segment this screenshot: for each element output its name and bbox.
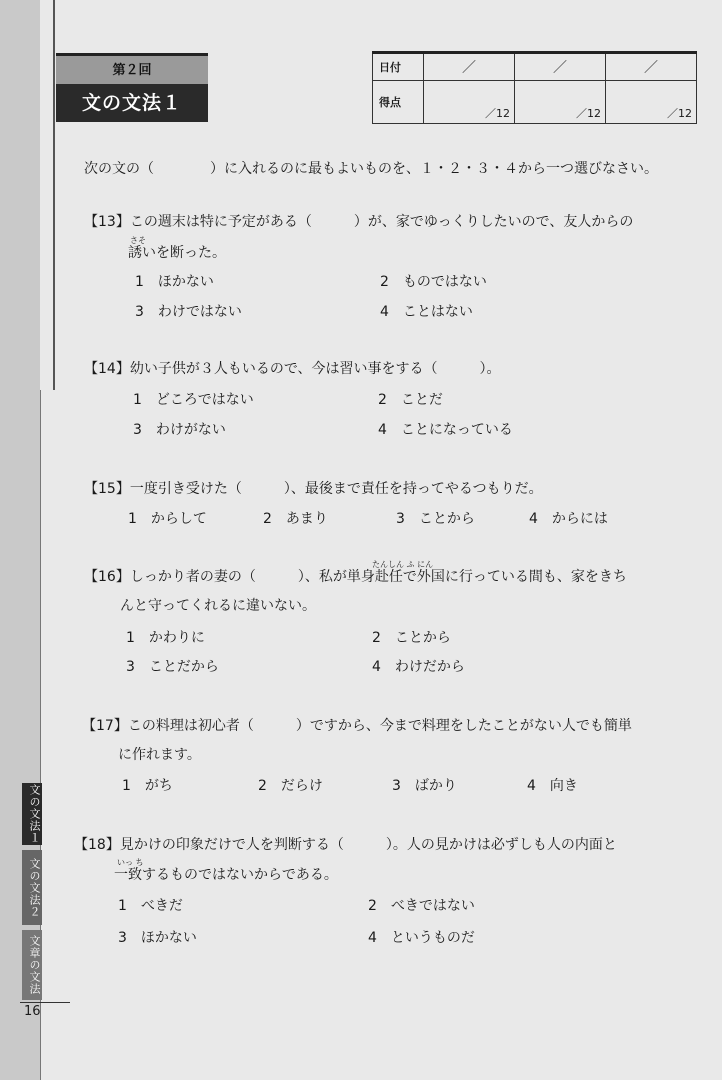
date-label: 日付 — [373, 53, 424, 81]
furigana: さそ — [130, 236, 146, 245]
question-text: 見かけの印象だけで人を判断する（ ）。人の見かけは必ずしも人の内面と — [119, 837, 617, 853]
side-tab[interactable]: 文章の文法 — [22, 930, 42, 1000]
question-18-line-1 — [74, 835, 617, 855]
date-cell: ／ — [606, 53, 697, 81]
question-17-line-1 — [82, 716, 632, 736]
page-number-rule — [20, 1002, 70, 1003]
option[interactable]: 3 ことから — [396, 511, 475, 527]
question-text: 幼い子供が３人もいるので、今は習い事をする（ ）。 — [129, 361, 501, 377]
score-cell: ／12 — [424, 81, 515, 124]
question-text: この週末は特に予定がある（ ）が、家でゆっくりしたいので、友人からの — [129, 214, 634, 230]
question-16-line-1 — [84, 567, 627, 587]
option[interactable]: 4 というものだ — [368, 930, 475, 946]
question-13-line-1 — [84, 212, 633, 232]
question-13-line-2: 誘いを断った。 — [128, 245, 226, 261]
question-text: しっかり者の妻の（ ）、私が単身赴任で外国に行っている間も、家をきち — [129, 569, 627, 585]
question-number: 【13】 — [84, 214, 130, 230]
option[interactable]: 1 べきだ — [118, 898, 183, 914]
question-number: 【16】 — [84, 569, 130, 585]
option[interactable]: 2 ことだ — [378, 392, 443, 408]
side-tab[interactable]: 文の文法２ — [22, 850, 42, 925]
option[interactable]: 2 ことから — [372, 630, 451, 646]
option[interactable]: 3 ばかり — [392, 778, 457, 794]
option[interactable]: 3 わけではない — [135, 304, 242, 320]
question-16-line-2: んと守ってくれるに違いない。 — [120, 598, 316, 614]
option[interactable]: 1 がち — [122, 778, 173, 794]
margin-rule — [53, 0, 55, 390]
score-label: 得点 — [373, 81, 424, 124]
furigana: いっ ち — [117, 858, 144, 867]
question-14-line-1 — [84, 359, 501, 379]
option[interactable]: 3 ほかない — [118, 930, 197, 946]
option[interactable]: 1 ほかない — [135, 274, 214, 290]
option[interactable]: 4 ことはない — [380, 304, 473, 320]
section-title: 文の文法１ — [56, 84, 208, 122]
instruction-text: 次の文の（ ）に入れるのに最もよいものを、１・２・３・４から一つ選びなさい。 — [84, 161, 658, 177]
question-number: 【18】 — [74, 837, 120, 853]
option[interactable]: 1 からして — [128, 511, 207, 527]
option[interactable]: 3 わけがない — [133, 422, 226, 438]
question-number: 【15】 — [84, 481, 130, 497]
date-cell: ／ — [424, 53, 515, 81]
question-17-line-2: に作れます。 — [118, 747, 201, 763]
page-number: 16 — [24, 1004, 41, 1019]
side-tab-active[interactable]: 文の文法１ — [22, 783, 42, 845]
option[interactable]: 3 ことだから — [126, 659, 219, 675]
question-number: 【17】 — [82, 718, 128, 734]
round-label: 第２回 — [56, 53, 208, 86]
option[interactable]: 2 べきではない — [368, 898, 475, 914]
score-cell: ／12 — [606, 81, 697, 124]
question-15-line-1 — [84, 479, 543, 499]
question-number: 【14】 — [84, 361, 130, 377]
option[interactable]: 2 あまり — [263, 511, 328, 527]
option[interactable]: 4 わけだから — [372, 659, 465, 675]
option[interactable]: 2 ものではない — [380, 274, 487, 290]
question-text: この料理は初心者（ ）ですから、今まで料理をしたことがない人でも簡単 — [127, 718, 632, 734]
option[interactable]: 4 からには — [529, 511, 608, 527]
question-text: 一度引き受けた（ ）、最後まで責任を持ってやるつもりだ。 — [129, 481, 543, 497]
furigana: たんしん ふ にん — [372, 560, 434, 569]
score-table — [372, 51, 697, 124]
option[interactable]: 1 どころではない — [133, 392, 254, 408]
score-cell: ／12 — [515, 81, 606, 124]
date-cell: ／ — [515, 53, 606, 81]
option[interactable]: 4 向き — [527, 778, 578, 794]
option[interactable]: 2 だらけ — [258, 778, 323, 794]
question-18-line-2: 一致するものではないからである。 — [114, 867, 338, 883]
option[interactable]: 1 かわりに — [126, 630, 205, 646]
option[interactable]: 4 ことになっている — [378, 422, 513, 438]
